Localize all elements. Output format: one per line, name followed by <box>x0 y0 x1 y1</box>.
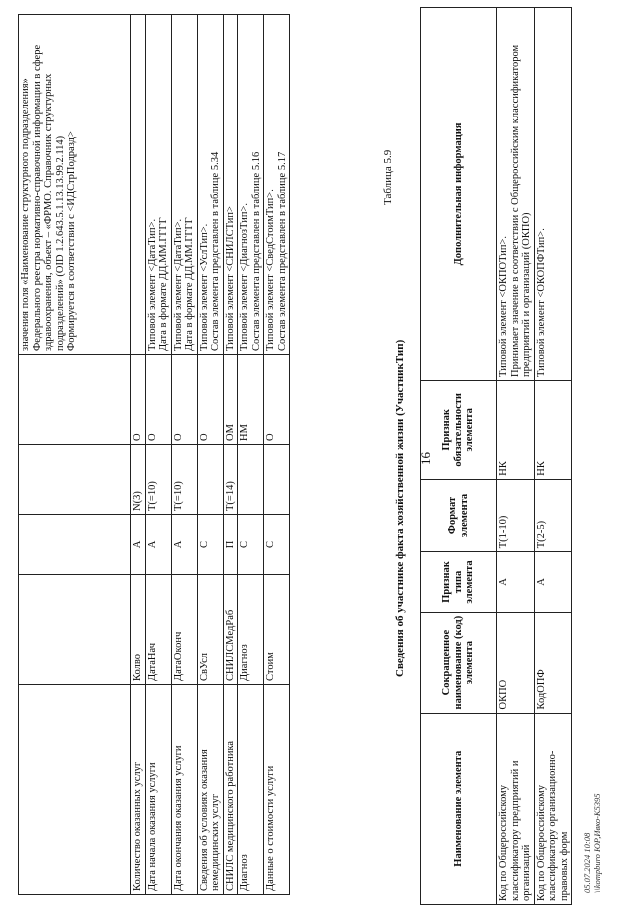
header-format: Формат элемента <box>421 479 497 552</box>
stamp-path: \\kompburo ЮР,Ивко-К5395 <box>592 793 602 893</box>
table-row <box>238 15 264 895</box>
element-required-cell: НК <box>534 380 572 479</box>
element-name-cell: Данные о стоимости услуги <box>264 685 290 895</box>
participant-table <box>420 7 572 905</box>
element-format-cell <box>264 445 290 515</box>
element-code-cell: КодОПФ <box>534 612 572 713</box>
header-required: Признак обязательности элемента <box>421 380 497 479</box>
element-type-cell: А <box>171 515 197 575</box>
element-format-cell: N(3) <box>131 445 146 515</box>
table-caption: Таблица 5.9 <box>382 149 394 205</box>
table-row <box>534 8 572 905</box>
element-format-cell <box>238 445 264 515</box>
table-row <box>131 15 146 895</box>
element-name-cell: Диагноз <box>238 685 264 895</box>
print-stamp <box>582 793 602 893</box>
table-row <box>145 15 171 895</box>
element-required-cell: НМ <box>238 355 264 445</box>
element-name-cell: Сведения об условиях оказания немедицинских услуг <box>197 685 223 895</box>
element-code-cell <box>19 575 131 685</box>
element-info-cell <box>131 15 146 355</box>
table-row <box>497 8 535 905</box>
element-type-cell: С <box>197 515 223 575</box>
header-type: Признак типа элемента <box>421 552 497 612</box>
element-info-cell: Типовой элемент <ОКОПФТип>. <box>534 8 572 381</box>
element-info-cell: Типовой элемент <ДиагнозТип>. Состав элемента представлен в таблице 5.16 <box>238 15 264 355</box>
element-required-cell: ОМ <box>223 355 238 445</box>
continued-table <box>18 14 290 895</box>
element-code-cell: Колво <box>131 575 146 685</box>
element-name-cell: Дата начала оказания услуги <box>145 685 171 895</box>
element-type-cell: А <box>131 515 146 575</box>
element-type-cell: С <box>264 515 290 575</box>
element-info-cell: Типовой элемент <СНИЛСТип> <box>223 15 238 355</box>
element-info-cell: Типовой элемент <ДатаТип>. Дата в формате ДД.ММ.ГГГГ <box>145 15 171 355</box>
element-format-cell: T(1-10) <box>497 479 535 552</box>
element-code-cell: СНИЛСМедРаб <box>223 575 238 685</box>
header-info: Дополнительная информация <box>421 8 497 381</box>
table-row <box>197 15 223 895</box>
table-header-row <box>421 8 497 905</box>
header-code: Сокращенное наименование (код) элемента <box>421 612 497 713</box>
element-format-cell <box>19 445 131 515</box>
element-code-cell: ДатаОконч <box>171 575 197 685</box>
table-row <box>223 15 238 895</box>
element-required-cell: О <box>264 355 290 445</box>
element-required-cell <box>19 355 131 445</box>
element-format-cell: T(=10) <box>171 445 197 515</box>
element-type-cell: А <box>534 552 572 612</box>
element-required-cell: О <box>131 355 146 445</box>
element-info-cell: Типовой элемент <ОКПОТип>. Принимает значение в соответствии с Общероссийским классификатором предприятий и организаций (ОКПО) <box>497 8 535 381</box>
element-info-cell: Типовой элемент <УслТип>. Состав элемента представлен в таблице 5.34 <box>197 15 223 355</box>
element-format-cell: T(=14) <box>223 445 238 515</box>
stamp-date: 05.07.2024 10:08 <box>582 832 592 893</box>
page-number: 16 <box>418 452 433 465</box>
element-info-cell: Типовой элемент <ДатаТип>. Дата в формате ДД.ММ.ГГГГ <box>171 15 197 355</box>
element-required-cell: О <box>171 355 197 445</box>
element-format-cell: T(2-5) <box>534 479 572 552</box>
element-format-cell <box>197 445 223 515</box>
element-type-cell: П <box>223 515 238 575</box>
element-code-cell: СвУсл <box>197 575 223 685</box>
element-name-cell: Количество оказанных услуг <box>131 685 146 895</box>
element-info-cell: Типовой элемент <СведСтоимТип>. Состав элемента представлен в таблице 5.17 <box>264 15 290 355</box>
element-name-cell: СНИЛС медицинского работника <box>223 685 238 895</box>
element-code-cell: Диагноз <box>238 575 264 685</box>
element-required-cell: О <box>145 355 171 445</box>
table-row <box>19 15 131 895</box>
element-type-cell: А <box>145 515 171 575</box>
element-type-cell: А <box>497 552 535 612</box>
element-code-cell: ОКПО <box>497 612 535 713</box>
element-name-cell: Код по Общероссийскому классификатору организационно-правовых форм <box>534 713 572 904</box>
element-type-cell: С <box>238 515 264 575</box>
element-code-cell: Стоим <box>264 575 290 685</box>
table-row <box>264 15 290 895</box>
element-code-cell: ДатаНач <box>145 575 171 685</box>
table-title: Сведения об участнике факта хозяйственной жизни (УчастникТип) <box>394 339 406 677</box>
element-name-cell: Дата окончания оказания услуги <box>171 685 197 895</box>
element-required-cell: О <box>197 355 223 445</box>
element-info-cell: значения поля «Наименование структурного подразделения» Федерального реестра нормативно-справочной информации в сфере здравоохранения, объект – «ФРМО. Справочник структурных подразделений» (OID 1.2.643.5.1.13.13.99.2.114) Формируется в соответствии с <ИДСтрПодразд> <box>19 15 131 355</box>
element-name-cell: Код по Общероссийскому классификатору предприятий и организаций <box>497 713 535 904</box>
element-required-cell: НК <box>497 380 535 479</box>
element-name-cell <box>19 685 131 895</box>
element-format-cell: T(=10) <box>145 445 171 515</box>
table-row <box>171 15 197 895</box>
element-type-cell <box>19 515 131 575</box>
header-name: Наименование элемента <box>421 713 497 904</box>
